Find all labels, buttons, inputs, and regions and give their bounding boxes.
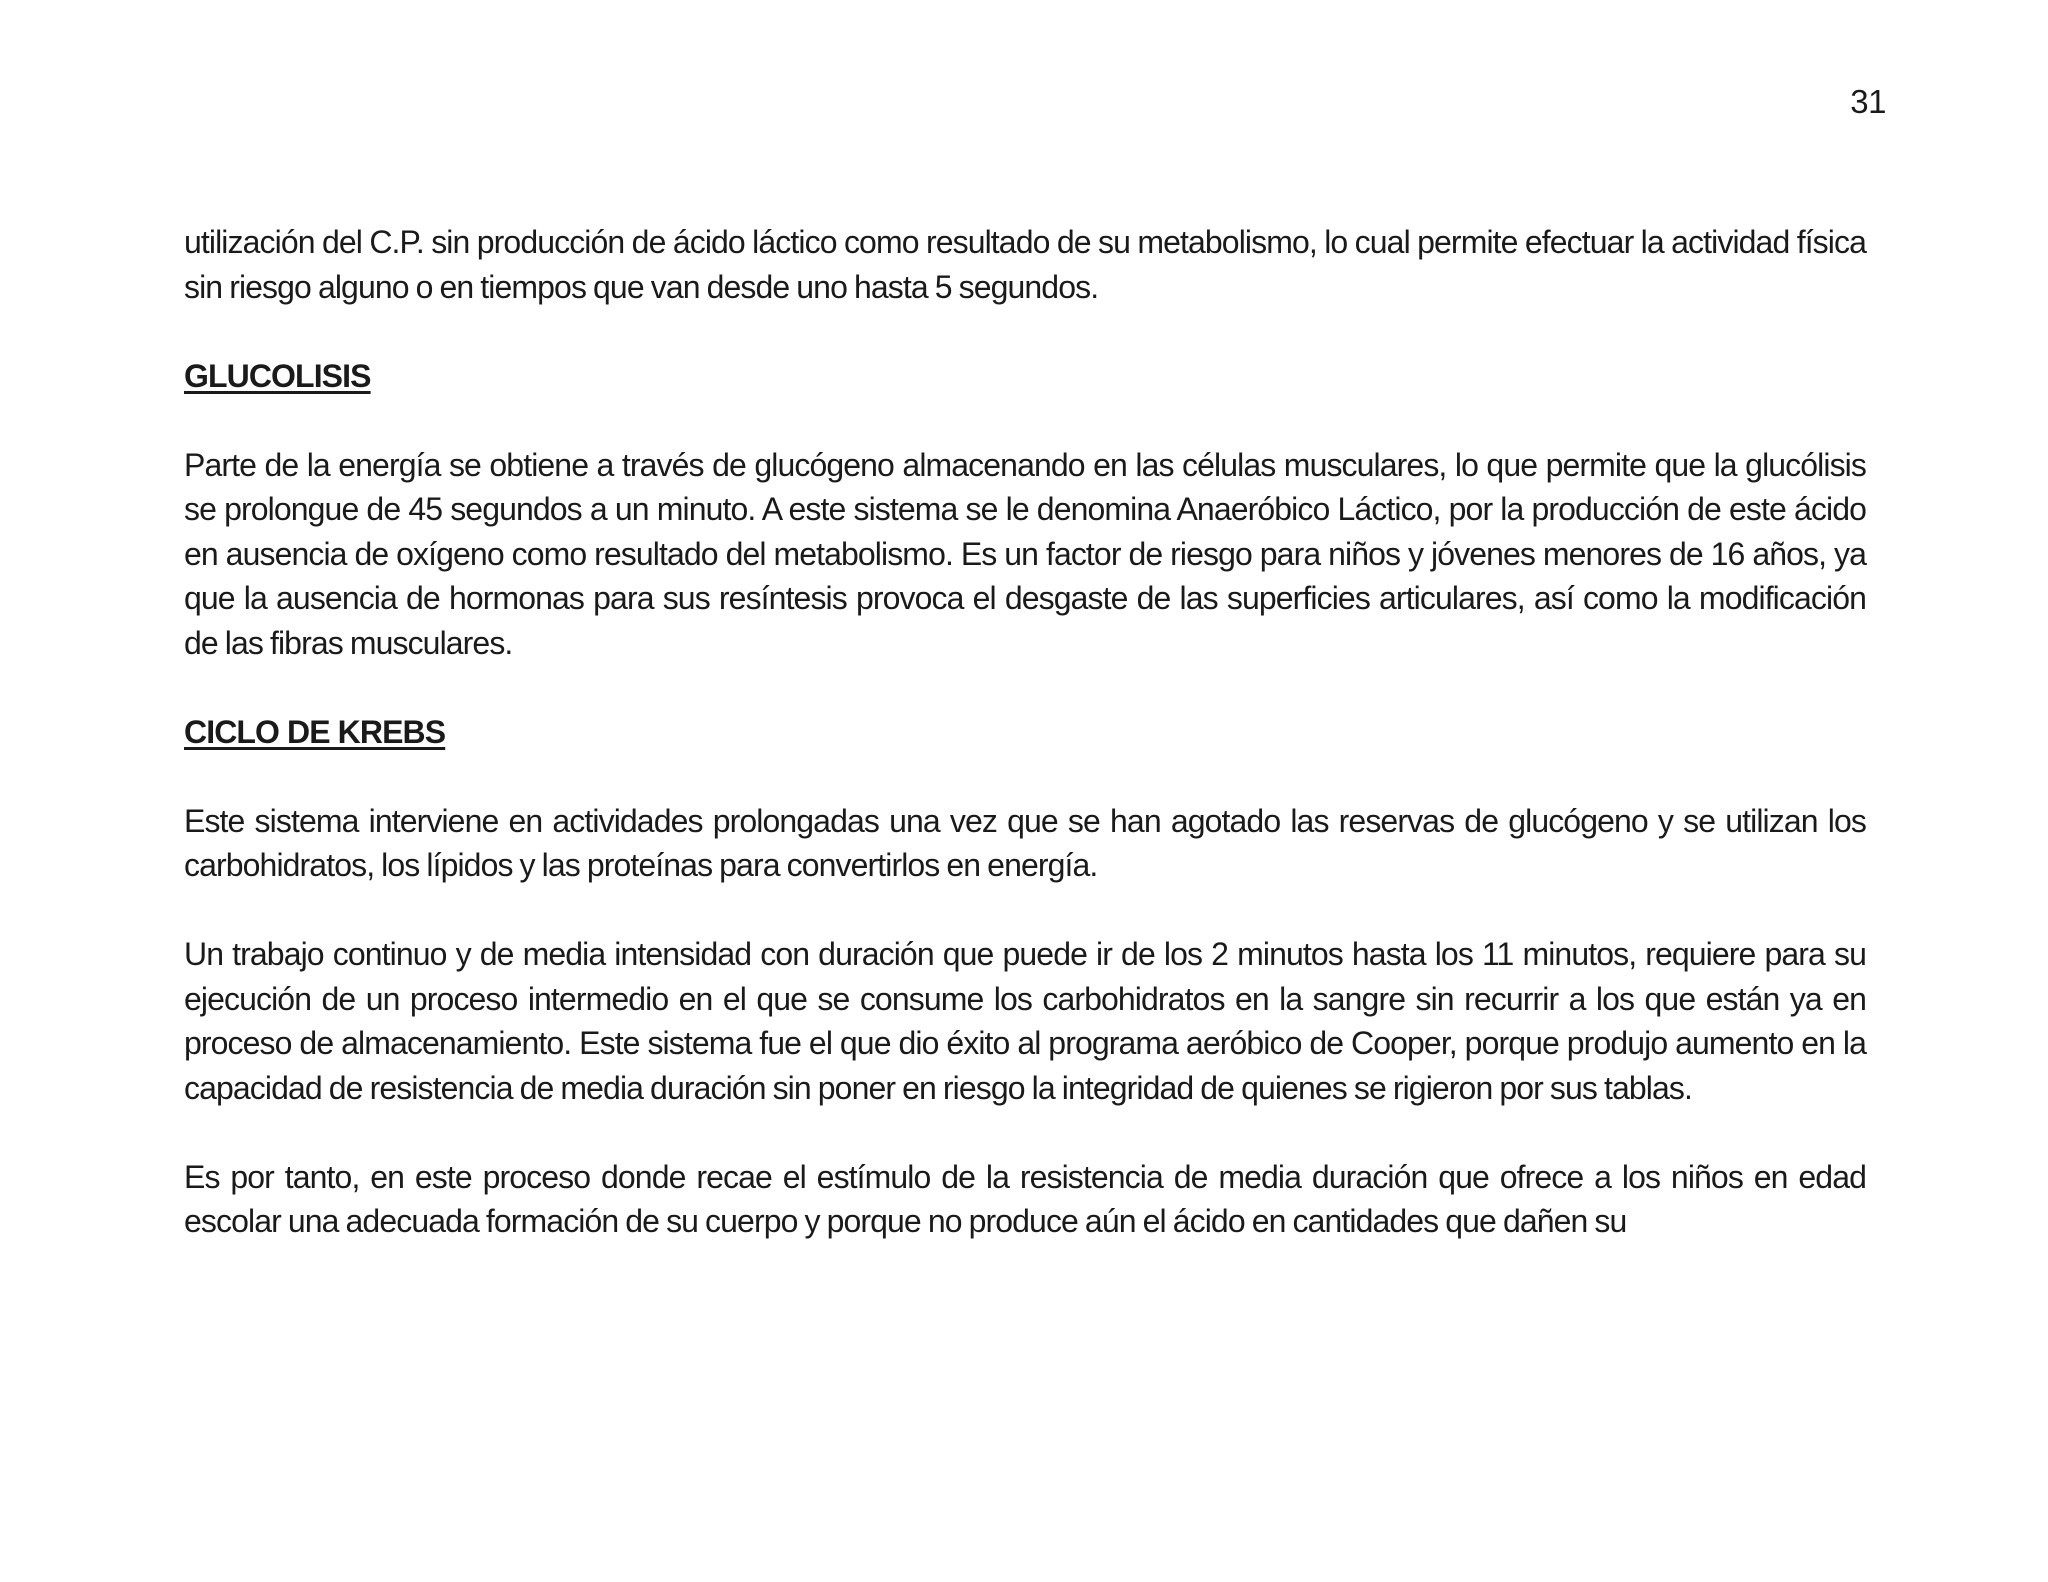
paragraph-trabajo-continuo: Un trabajo continuo y de media intensidad con duración que puede ir de los 2 minutos hasta los 11 minutos, requiere para su ejecución de un proceso intermedio en el que se consume los carbohidratos en la sangre sin recurrir a los que están ya en proceso de almacenamiento. Este sistema fue el que dio éxito al programa aeróbico de Cooper, porque produjo aumento en la capacidad de resistencia de media duración sin poner en riesgo la integridad de quienes se rigieron por sus tablas. bbox=[184, 936, 1866, 1106]
spacer bbox=[184, 1110, 1866, 1155]
page-content bbox=[184, 220, 1866, 1244]
spacer bbox=[184, 888, 1866, 933]
spacer bbox=[184, 665, 1866, 710]
spacer bbox=[184, 754, 1866, 799]
heading-glucolisis: GLUCOLISIS bbox=[184, 357, 371, 394]
paragraph-krebs-intro: Este sistema interviene en actividades prolongadas una vez que se han agotado las reservas de glucógeno y se utilizan los carbohidratos, los lípidos y las proteínas para convertirlos en energía. bbox=[184, 802, 1866, 883]
spacer bbox=[184, 398, 1866, 443]
paragraph-glucolisis: Parte de la energía se obtiene a través de glucógeno almacenando en las células musculares, lo que permite que la glucólisis se prolongue de 45 segundos a un minuto. A este sistema se le denomina Anaeróbico Láctico, por la producción de este ácido en ausencia de oxígeno como resultado del metabolismo. Es un factor de riesgo para niños y jóvenes menores de 16 años, ya que la ausencia de hormonas para sus resíntesis provoca el desgaste de las superficies articulares, así como la modificación de las fibras musculares. bbox=[184, 446, 1866, 661]
spacer bbox=[184, 309, 1866, 354]
page-number: 31 bbox=[1850, 83, 1886, 120]
paragraph-cp-intro: utilización del C.P. sin producción de ácido láctico como resultado de su metabolismo, lo cual permite efectuar la actividad física sin riesgo alguno o en tiempos que van desde uno hasta 5 segundos. bbox=[184, 224, 1866, 305]
heading-ciclo-de-krebs: CICLO DE KREBS bbox=[184, 713, 446, 750]
paragraph-conclusion: Es por tanto, en este proceso donde recae el estímulo de la resistencia de media duración que ofrece a los niños en edad escolar una adecuada formación de su cuerpo y porque no produce aún el ácido en cantidades que dañen su bbox=[184, 1158, 1866, 1239]
